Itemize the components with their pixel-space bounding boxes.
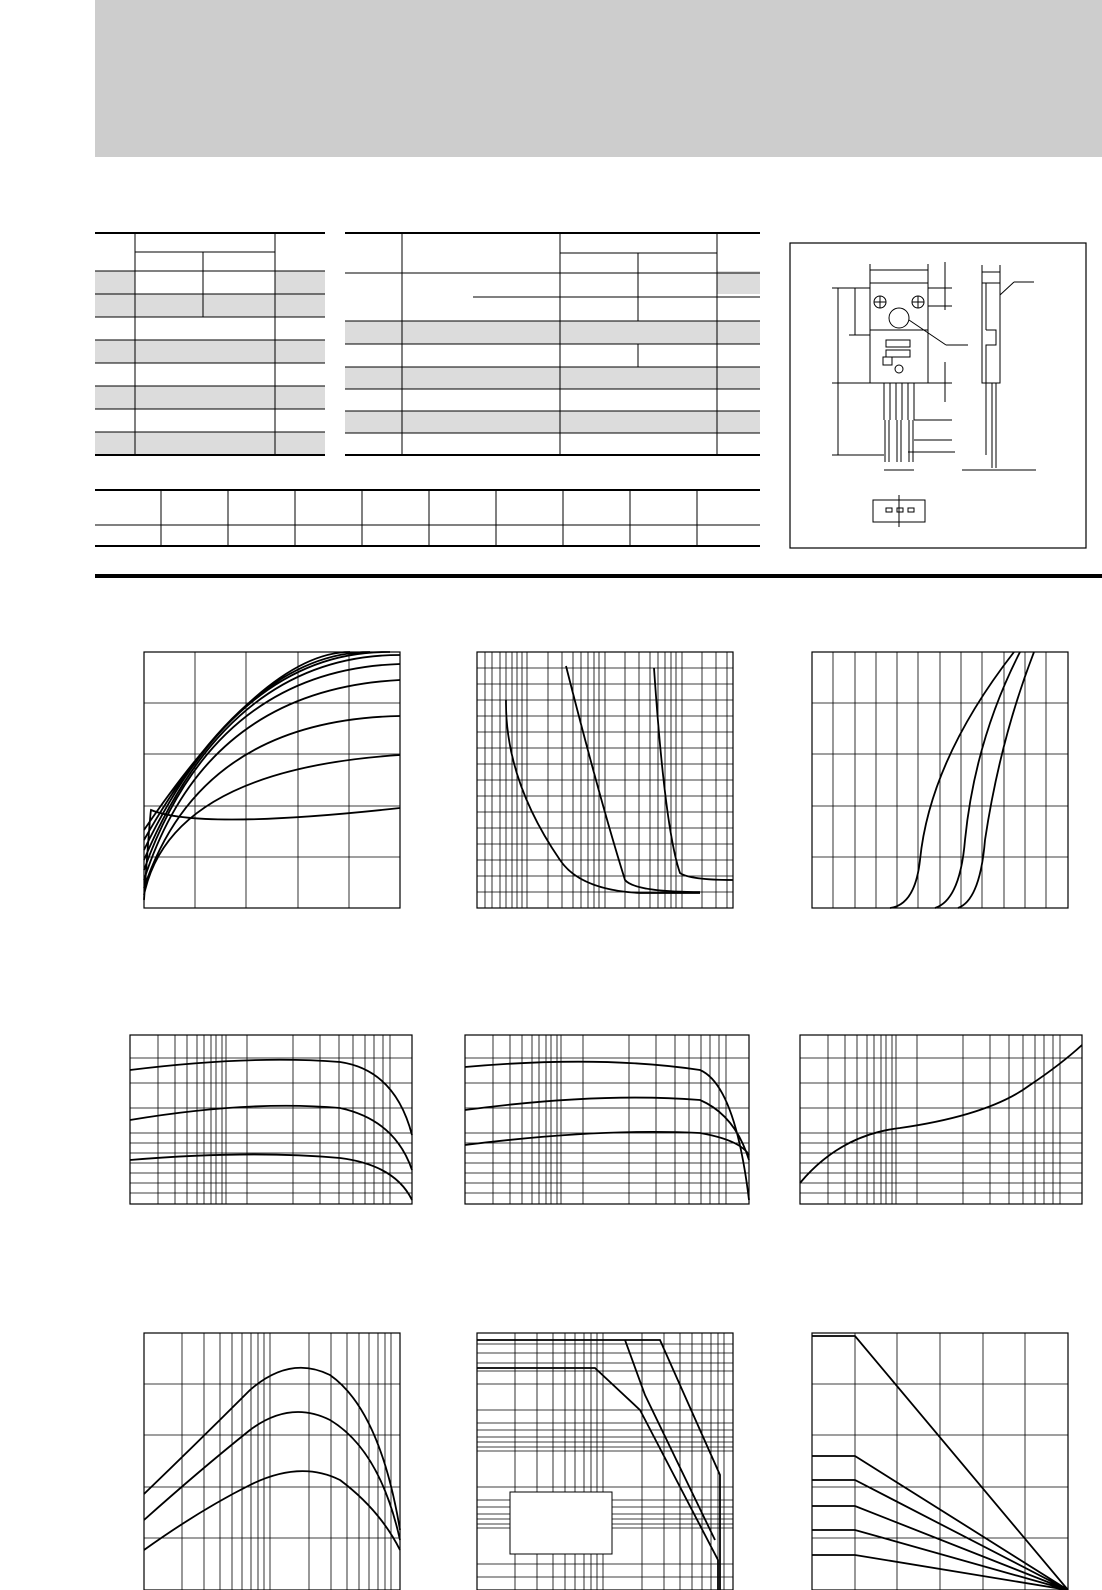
graph-8: [477, 1333, 733, 1590]
table-electrical-characteristics: [345, 233, 760, 455]
table-absolute-maximum-ratings: [95, 233, 325, 455]
graph-1: [144, 652, 400, 908]
graph-2: [477, 652, 733, 908]
graph-5: [465, 1035, 749, 1204]
graph-7: [144, 1333, 400, 1590]
table-switching-characteristics: [95, 490, 760, 546]
graph-6: [800, 1035, 1082, 1204]
graph-3: [812, 652, 1068, 908]
graph-4: [130, 1035, 412, 1204]
package-outline-drawing: [790, 243, 1086, 548]
graph-9: [812, 1333, 1068, 1590]
